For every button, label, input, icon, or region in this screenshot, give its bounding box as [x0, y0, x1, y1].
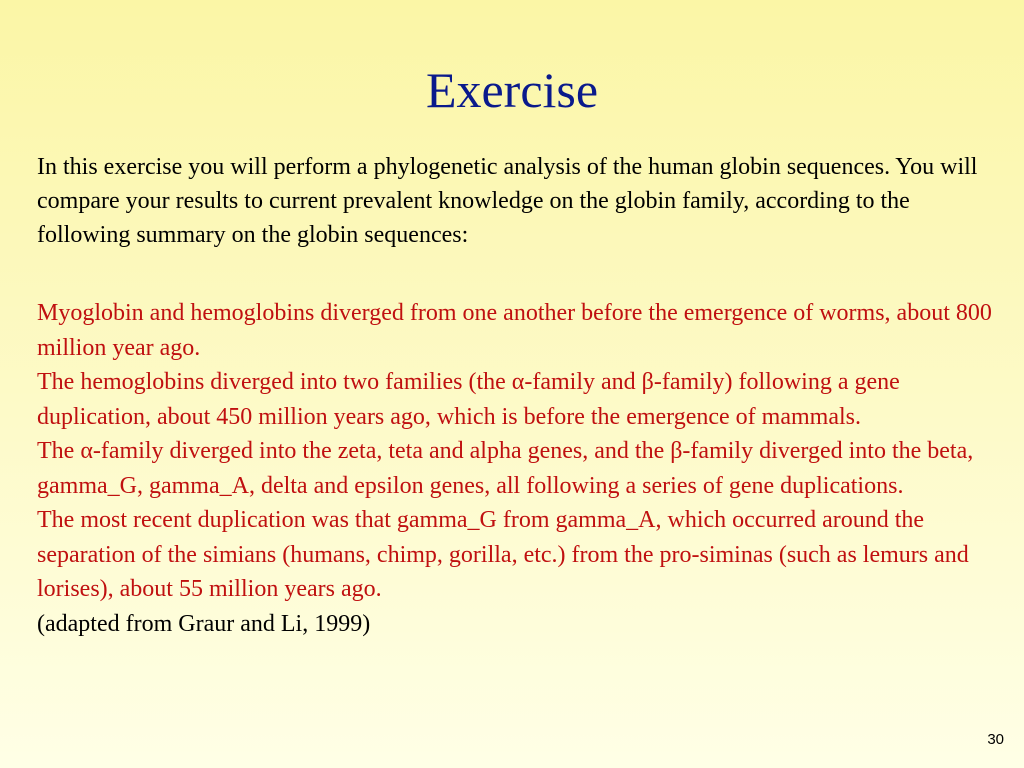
globin-summary [37, 296, 1002, 641]
summary-paragraph-recent-duplication: The most recent duplication was that gamma_G from gamma_A, which occurred around the separation of the simians (humans, chimp, gorilla, etc.) from the pro-siminas (such as lemurs and lorises), about 55 million years ago. [37, 507, 969, 602]
intro-paragraph: In this exercise you will perform a phylogenetic analysis of the human globin sequences. You will compare your results to current prevalent knowledge on the globin family, according to the following summary on the globin sequences: [37, 154, 978, 248]
summary-paragraph-myoglobin: Myoglobin and hemoglobins diverged from one another before the emergence of worms, about 800 million year ago. [37, 300, 992, 361]
summary-paragraph-hemoglobin-families: The hemoglobins diverged into two families (the α-family and β-family) following a gene duplication, about 450 million years ago, which is before the emergence of mammals. [37, 369, 900, 430]
page-number: 30 [987, 731, 1004, 748]
source-attribution: (adapted from Graur and Li, 1999) [37, 610, 371, 637]
summary-paragraph-family-genes: The α-family diverged into the zeta, teta and alpha genes, and the β-family diverged into the beta, gamma_G, gamma_A, delta and epsilon genes, all following a series of gene duplications. [37, 438, 974, 499]
slide-title: Exercise [425, 62, 599, 118]
